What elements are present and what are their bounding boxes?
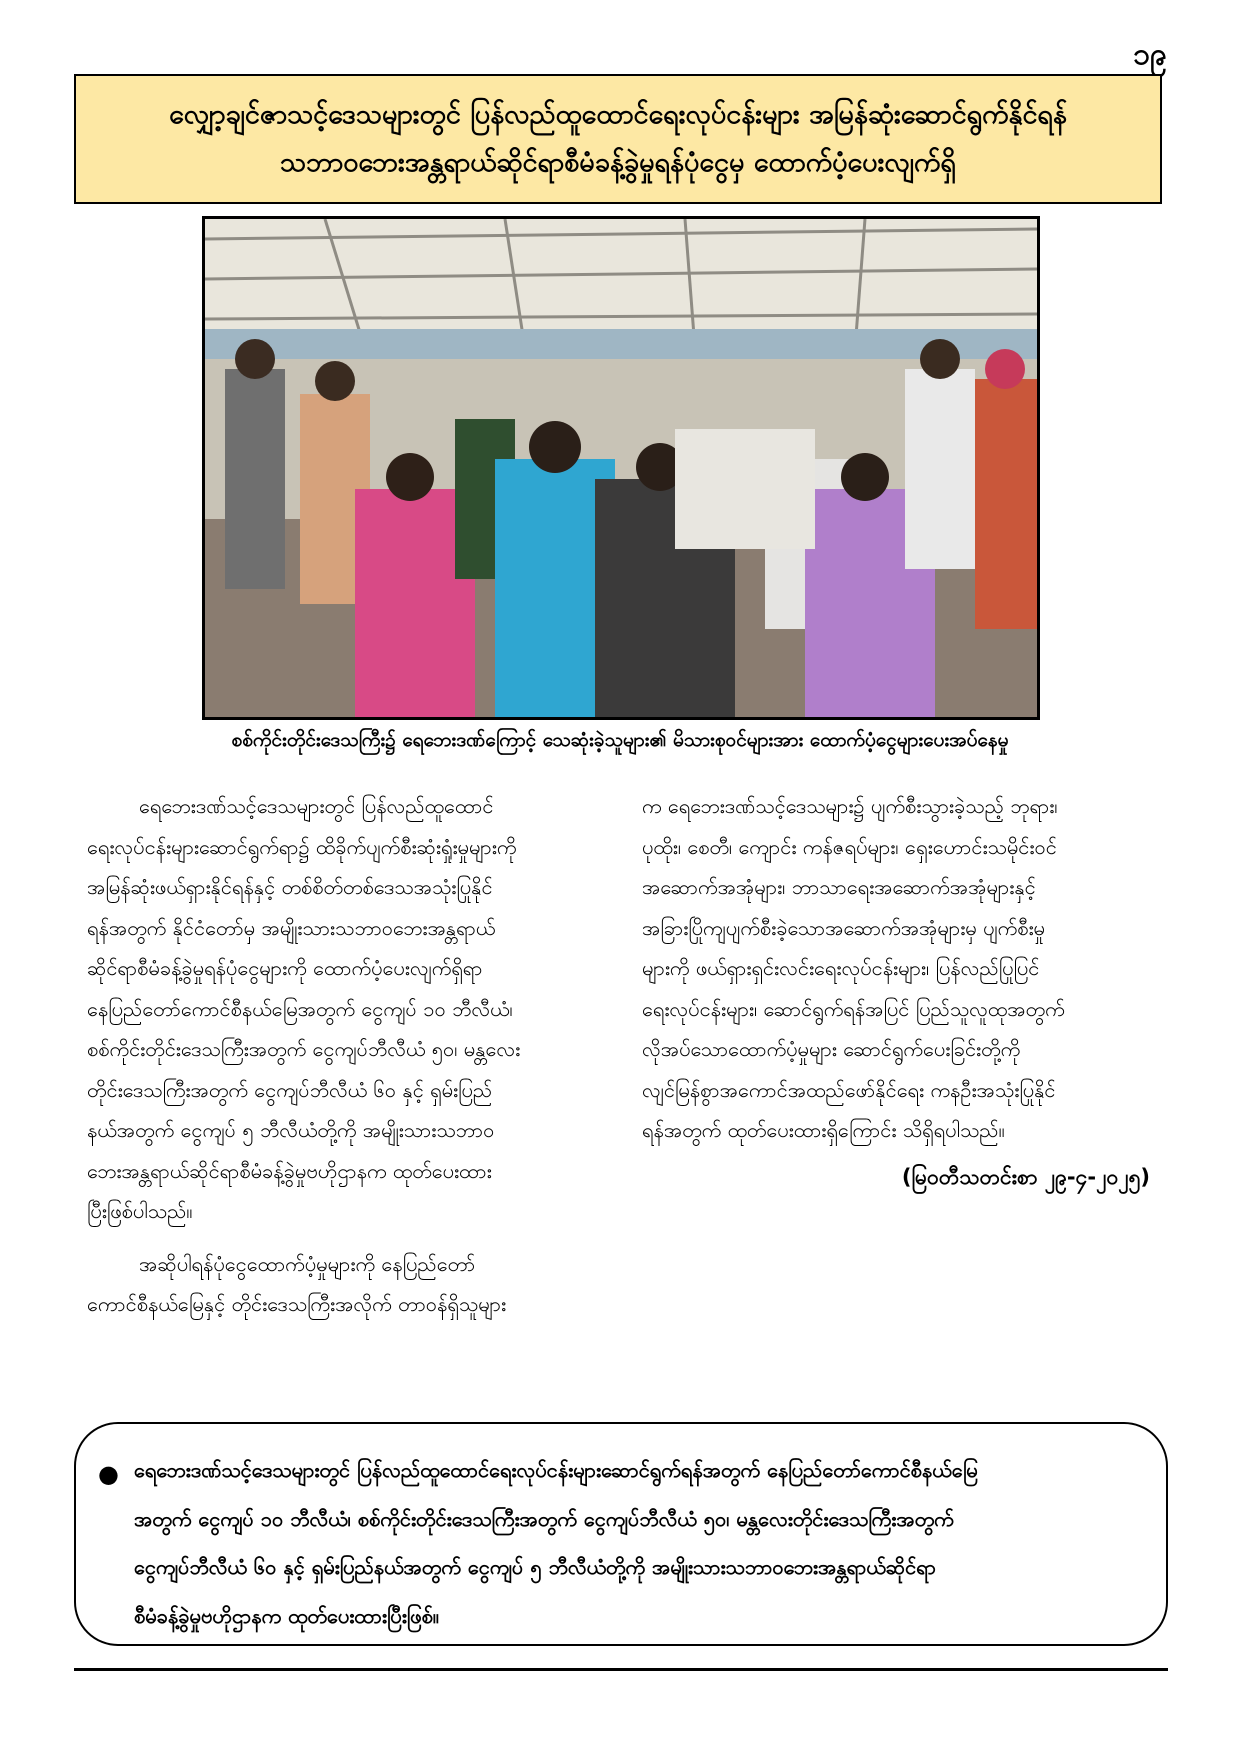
body-left-column xyxy=(87,786,595,1325)
bottom-divider xyxy=(74,1668,1168,1671)
summary-box xyxy=(74,1422,1168,1646)
body-paragraph-2 xyxy=(87,1244,595,1325)
text-line: နယ်အတွက် ငွေကျပ် ၅ ဘီလီယံတို့ကို အမျိုးသားသဘာဝ xyxy=(87,1118,495,1142)
text-line: ဘေးအန္တရာယ်ဆိုင်ရာစီမံခန့်ခွဲမှုဗဟိုဌာနက ထုတ်ပေးထား xyxy=(87,1158,492,1183)
headline-line-1: လျှော့ချင်ဇာသင့်ဒေသများတွင် ပြန်လည်ထူထောင်ရေးလုပ်ငန်းများ အမြန်ဆုံးဆောင်ရွက်နိုင်ရန် xyxy=(169,99,1067,130)
text-line: ကောင်စီနယ်မြေနှင့် တိုင်းဒေသကြီးအလိုက် တာဝန်ရှိသူများ xyxy=(87,1292,507,1316)
news-photo xyxy=(202,216,1040,720)
text-line: ဆိုင်ရာစီမံခန့်ခွဲမှုရန်ပုံငွေများကို ထောက်ပံ့ပေးလျက်ရှိရာ xyxy=(87,956,483,980)
summary-line: ရေဘေးဒဏ်သင့်ဒေသများတွင် ပြန်လည်ထူထောင်ရေးလုပ်ငန်းများဆောင်ရွက်ရန်အတွက် နေပြည်တော်ကောင်စီနယ်မြေ xyxy=(134,1458,978,1482)
text-line: အမြန်ဆုံးဖယ်ရှားနိုင်ရန်နှင့် တစ်စိတ်တစ်ဒေသအသုံးပြုနိုင် xyxy=(87,875,493,899)
headline-box xyxy=(74,74,1162,204)
text-line: လိုအပ်သောထောက်ပံ့မှုများ ဆောင်ရွက်ပေးခြင်းတို့ကို xyxy=(642,1037,1021,1061)
text-line: လျင်မြန်စွာအကောင်အထည်ဖော်နိုင်ရေး ကနဦးအသုံးပြုနိုင် xyxy=(642,1077,1056,1102)
summary-line: စီမံခန့်ခွဲမှုဗဟိုဌာနက ထုတ်ပေးထားပြီးဖြစ်။ xyxy=(134,1603,439,1628)
text-line: က ရေဘေးဒဏ်သင့်ဒေသများ၌ ပျက်စီးသွားခဲ့သည့် ဘုရား၊ xyxy=(642,794,1058,818)
text-line: များကို ဖယ်ရှားရှင်းလင်းရေးလုပ်ငန်းများ၊ ပြန်လည်ပြုပြင် xyxy=(642,956,1040,980)
news-photo-illustration xyxy=(205,219,1037,717)
text-line: စစ်ကိုင်းတိုင်းဒေသကြီးအတွက် ငွေကျပ်ဘီလီယံ ၅၀၊ မန္တလေး xyxy=(87,1037,521,1061)
text-line: ရန်အတွက် ထုတ်ပေးထားရှိကြောင်း သိရှိရပါသည်။ xyxy=(642,1118,1005,1142)
text-line: တိုင်းဒေသကြီးအတွက် ငွေကျပ်ဘီလီယံ ၆၀ နှင့် ရှမ်းပြည် xyxy=(87,1077,493,1102)
text-line: အခြားပြိုကျပျက်စီးခဲ့သောအဆောက်အအုံများမှ ပျက်စီးမှု xyxy=(642,915,1045,940)
summary-line: အတွက် ငွေကျပ် ၁၀ ဘီလီယံ၊ စစ်ကိုင်းတိုင်းဒေသကြီးအတွက် ငွေကျပ်ဘီလီယံ ၅၀၊ မန္တလေးတိုင်းဒေသကြီးအတွက် xyxy=(134,1506,954,1531)
summary-text xyxy=(134,1446,1134,1640)
text-line: ပြီးဖြစ်ပါသည်။ xyxy=(87,1199,193,1223)
text-line: နေပြည်တော်ကောင်စီနယ်မြေအတွက် ငွေကျပ် ၁၀ ဘီလီယံ၊ xyxy=(87,996,513,1021)
summary-line: ငွေကျပ်ဘီလီယံ ၆၀ နှင့် ရှမ်းပြည်နယ်အတွက် ငွေကျပ် ၅ ဘီလီယံတို့ကို အမျိုးသားသဘာဝဘေးအန္တရာယ်ဆိုင်ရာ xyxy=(134,1555,936,1579)
body-right-column xyxy=(642,786,1150,1197)
body-paragraph-3 xyxy=(642,786,1150,1151)
text-line: ရေဘေးဒဏ်သင့်ဒေသများတွင် ပြန်လည်ထူထောင် xyxy=(139,794,494,818)
page-number: ၁၉ xyxy=(1133,37,1167,72)
text-line: ရေးလုပ်ငန်းများ၊ ဆောင်ရွက်ရန်အပြင် ပြည်သူလူထုအတွက် xyxy=(642,996,1065,1021)
photo-caption: စစ်ကိုင်းတိုင်းဒေသကြီး၌ ရေဘေးဒဏ်ကြောင့် သေဆုံးခဲ့သူများ၏ မိသားစုဝင်များအား ထောက်ပံ့ငွေများပေးအပ်နေမှု xyxy=(231,729,1009,751)
body-paragraph-1 xyxy=(87,786,595,1232)
text-line: အဆိုပါရန်ပုံငွေထောက်ပံ့မှုများကို နေပြည်တော် xyxy=(139,1251,476,1276)
bullet-icon: ● xyxy=(98,1460,119,1488)
text-line: ရေးလုပ်ငန်းများဆောင်ရွက်ရာ၌ ထိခိုက်ပျက်စီးဆုံးရှုံးမှုများကို xyxy=(87,834,517,859)
text-line: အဆောက်အအုံများ၊ ဘာသာရေးအဆောက်အအုံများနှင့် xyxy=(642,875,1036,899)
text-line: ရန်အတွက် နိုင်ငံတော်မှ အမျိုးသားသဘာဝဘေးအန္တရာယ် xyxy=(87,915,496,940)
news-source: (မြဝတီသတင်းစာ ၂၉-၄-၂၀၂၅) xyxy=(901,1164,1150,1189)
text-line: ပုထိုး၊ စေတီ၊ ကျောင်း ကန်ဇရပ်များ၊ ရှေးဟောင်းသမိုင်းဝင် xyxy=(642,834,1057,859)
headline-line-2: သဘာဝဘေးအန္တရာယ်ဆိုင်ရာစီမံခန့်ခွဲမှုရန်ပုံငွေမှ ထောက်ပံ့ပေးလျက်ရှိ xyxy=(280,147,956,178)
